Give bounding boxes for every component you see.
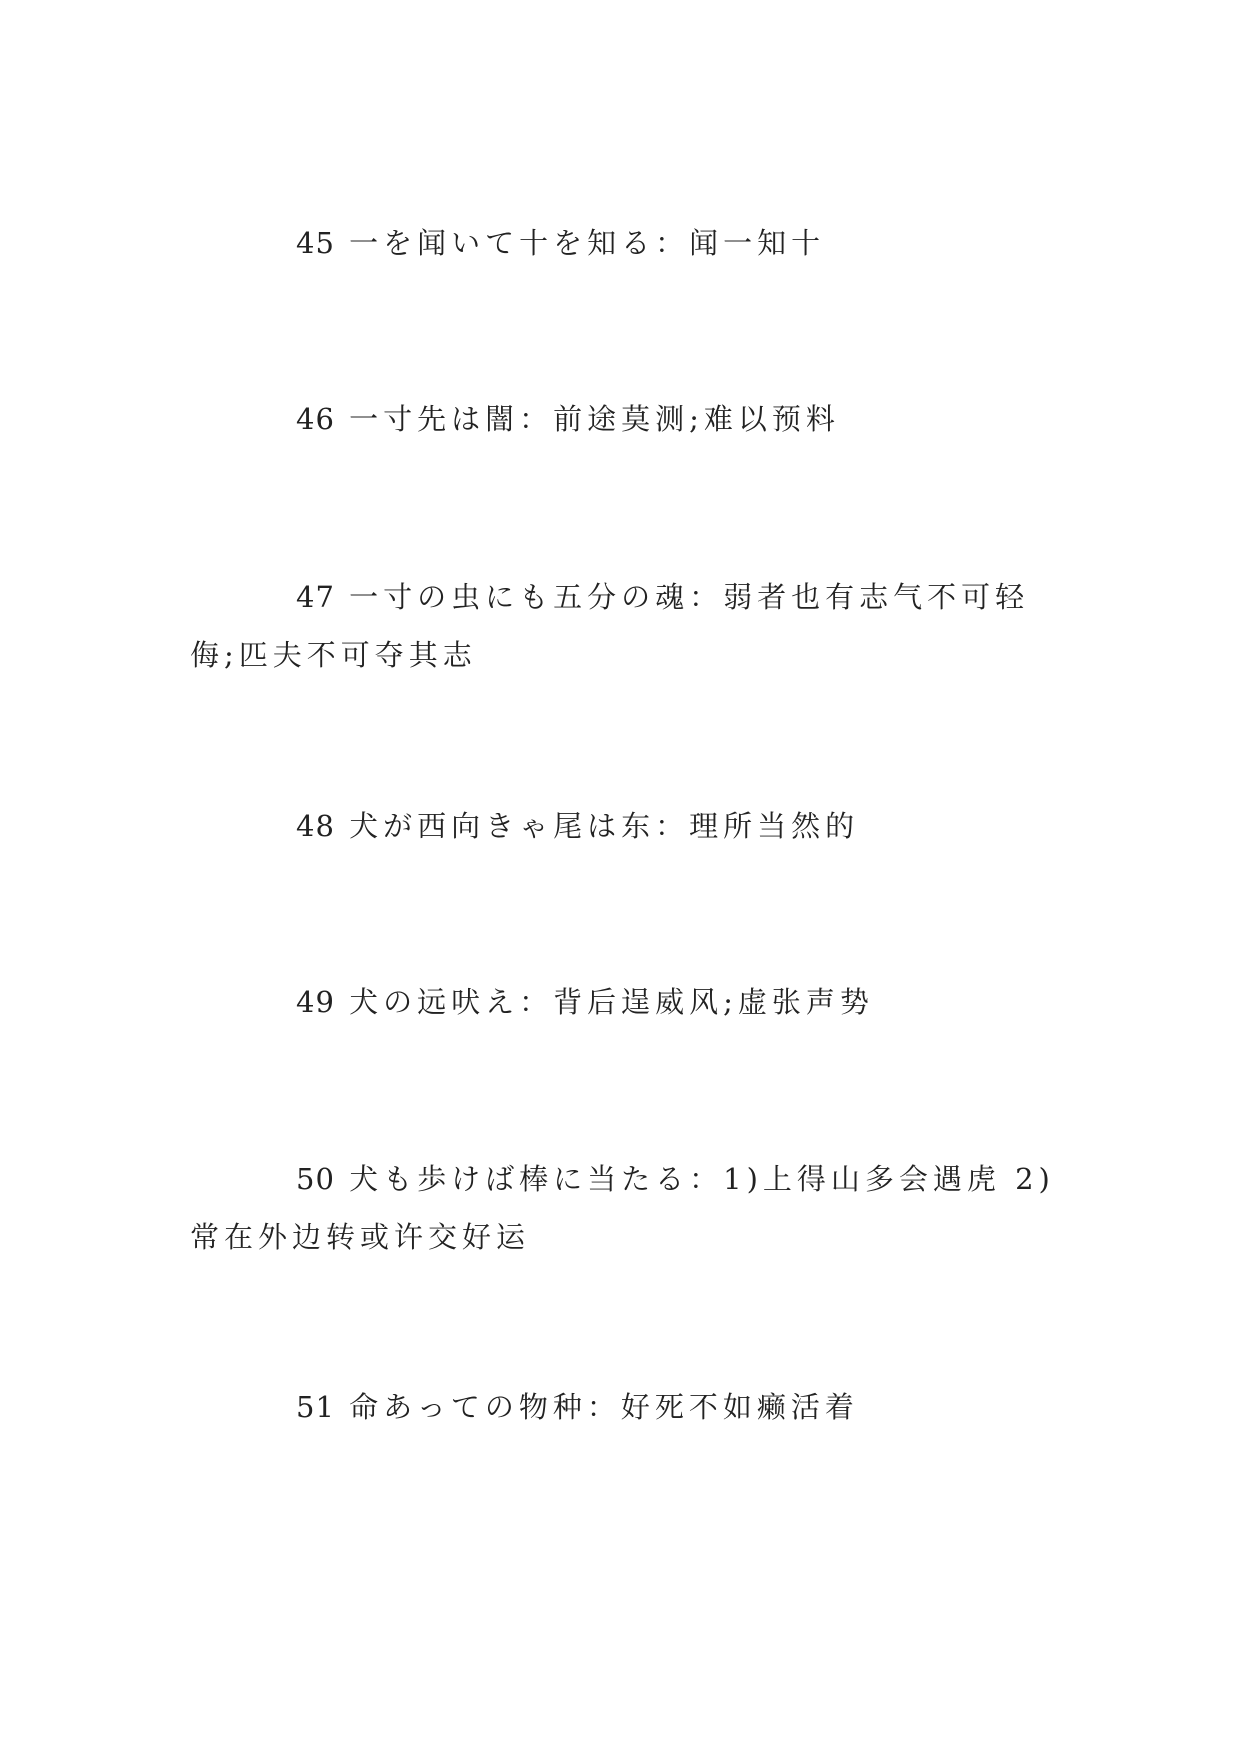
proverb-entry-50: [190, 1150, 1070, 1266]
entry-text: 犬の远吠え：背后逞威风;虚张声势: [349, 985, 874, 1019]
entry-number: 45: [296, 226, 335, 260]
proverb-entry-47: [190, 568, 1070, 684]
entry-number: 49: [296, 985, 335, 1019]
entry-text: 命あっての物种：好死不如癞活着: [349, 1390, 859, 1424]
entry-text: 一寸の虫にも五分の魂：弱者也有志气不可轻侮;匹夫不可夺其志: [190, 580, 1030, 672]
proverb-entry-46: [190, 390, 1070, 448]
entry-text: 一寸先は闇：前途莫测;难以预料: [349, 402, 840, 436]
entry-text: 犬が西向きゃ尾は东：理所当然的: [349, 809, 860, 843]
entry-number: 48: [296, 809, 335, 843]
proverb-entry-45: [190, 214, 1070, 272]
proverb-entry-51: [190, 1378, 1070, 1436]
proverb-entry-48: [190, 797, 1070, 855]
entry-text: 一を闻いて十を知る：闻一知十: [349, 226, 826, 260]
entry-number: 47: [296, 580, 335, 614]
entry-number: 46: [296, 402, 335, 436]
entry-text: 犬も歩けば棒に当たる：1)上得山多会遇虎 2)常在外边转或许交好运: [190, 1162, 1055, 1254]
entry-number: 50: [296, 1162, 335, 1196]
proverb-entry-49: [190, 973, 1070, 1031]
entry-number: 51: [296, 1390, 335, 1424]
